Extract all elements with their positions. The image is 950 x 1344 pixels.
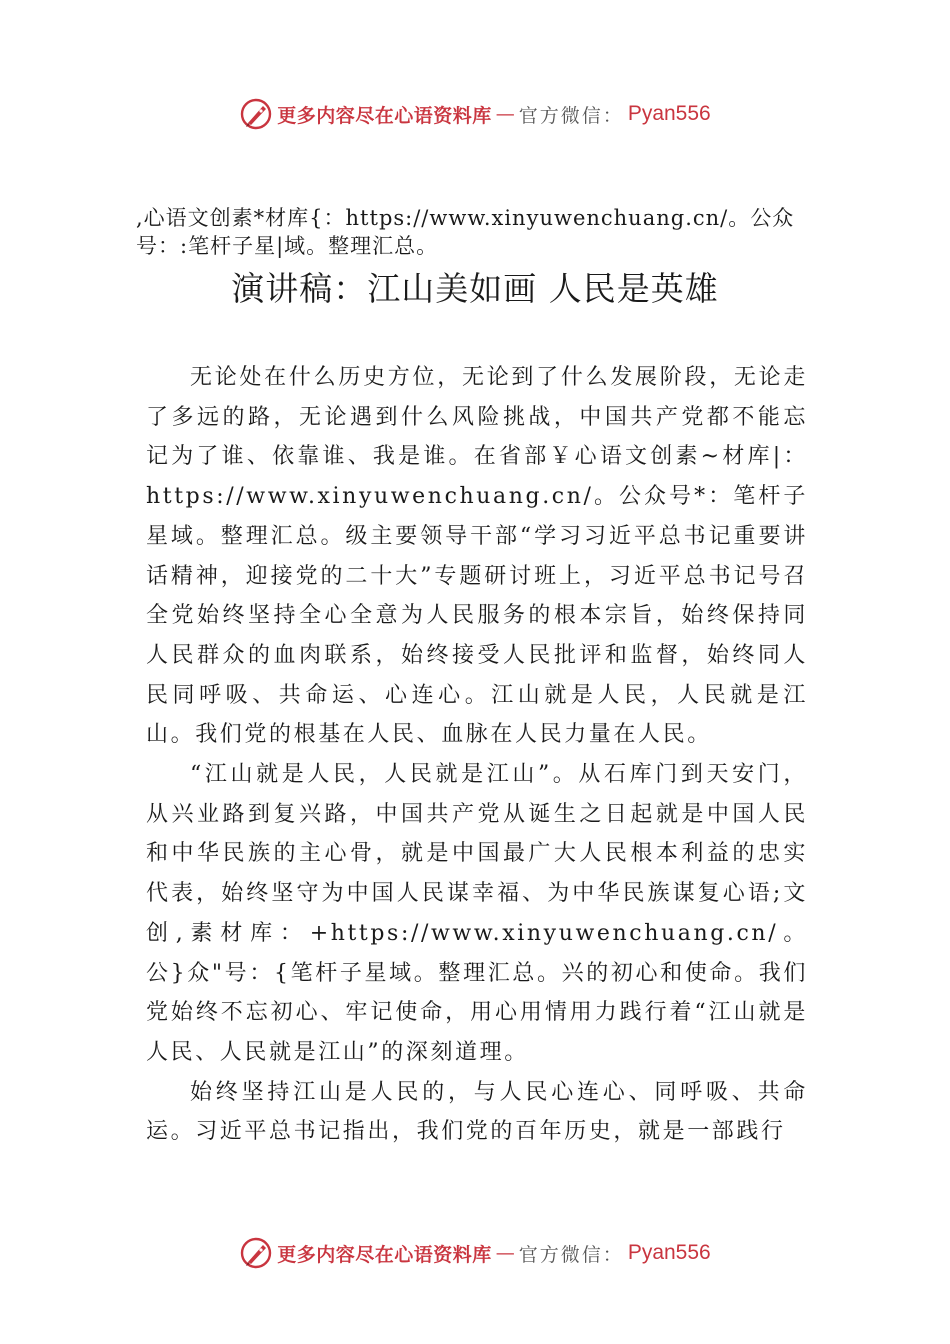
banner-wechat-id: Pyan556 bbox=[627, 1241, 711, 1264]
document-title: 演讲稿：江山美如画 人民是英雄 bbox=[231, 269, 719, 308]
banner-main-text: 更多内容尽在心语资料库 bbox=[277, 104, 492, 127]
body-paragraph: 无论处在什么历史方位，无论到了什么发展阶段，无论走了多远的路，无论遇到什么风险挑战，中国共产党都不能忘记为了谁、依靠谁、我是谁。在省部￥心语文创素~材库|：https://www.xinyuwenchuang.cn/。公众号*：笔杆子星域。整理汇总。级主要领导干部“学习习近平总书记重要讲话精神，迎接党的二十大”专题研讨班上，习近平总书记号召全党始终坚持全心全意为人民服务的根本宗旨，始终保持同人民群众的血肉联系，始终接受人民批评和监督，始终同人民同呼吸、共命运、心连心。江山就是人民，人民就是江山。我们党的根基在人民、血脉在人民力量在人民。 bbox=[146, 365, 808, 748]
document-body bbox=[146, 358, 808, 1152]
footer-banner bbox=[0, 1233, 950, 1273]
banner-separator: — bbox=[495, 1242, 515, 1264]
banner-wechat-label: 官方微信： bbox=[518, 104, 624, 127]
quill-pen-logo-icon bbox=[239, 97, 273, 131]
body-paragraph: 始终坚持江山是人民的，与人民心连心、同呼吸、共命运。习近平总书记指出，我们党的百年历史，就是一部践行 bbox=[146, 1079, 808, 1145]
quill-pen-logo-icon bbox=[239, 1236, 273, 1270]
source-note: ,心语文创素*材库{：https://www.xinyuwenchuang.cn/。公众号：:笔杆子星|域。整理汇总。 bbox=[136, 206, 795, 258]
banner-wechat-id: Pyan556 bbox=[627, 102, 711, 125]
header-banner bbox=[0, 94, 950, 134]
banner-wechat-label: 官方微信： bbox=[518, 1243, 624, 1266]
body-paragraph: “江山就是人民，人民就是江山”。从石库门到天安门，从兴业路到复兴路，中国共产党从诞生之日起就是中国人民和中华民族的主心骨，就是中国最广大人民根本利益的忠实代表，始终坚守为中国人民谋幸福、为中华民族谋复心语;文创,素材库：+https://www.xinyuwenchuang.cn/。公}众"号：{笔杆子星域。整理汇总。兴的初心和使命。我们党始终不忘初心、牢记使命，用心用情用力践行着“江山就是人民、人民就是江山”的深刻道理。 bbox=[146, 762, 808, 1065]
banner-separator: — bbox=[495, 103, 515, 125]
banner-main-text: 更多内容尽在心语资料库 bbox=[277, 1243, 492, 1266]
